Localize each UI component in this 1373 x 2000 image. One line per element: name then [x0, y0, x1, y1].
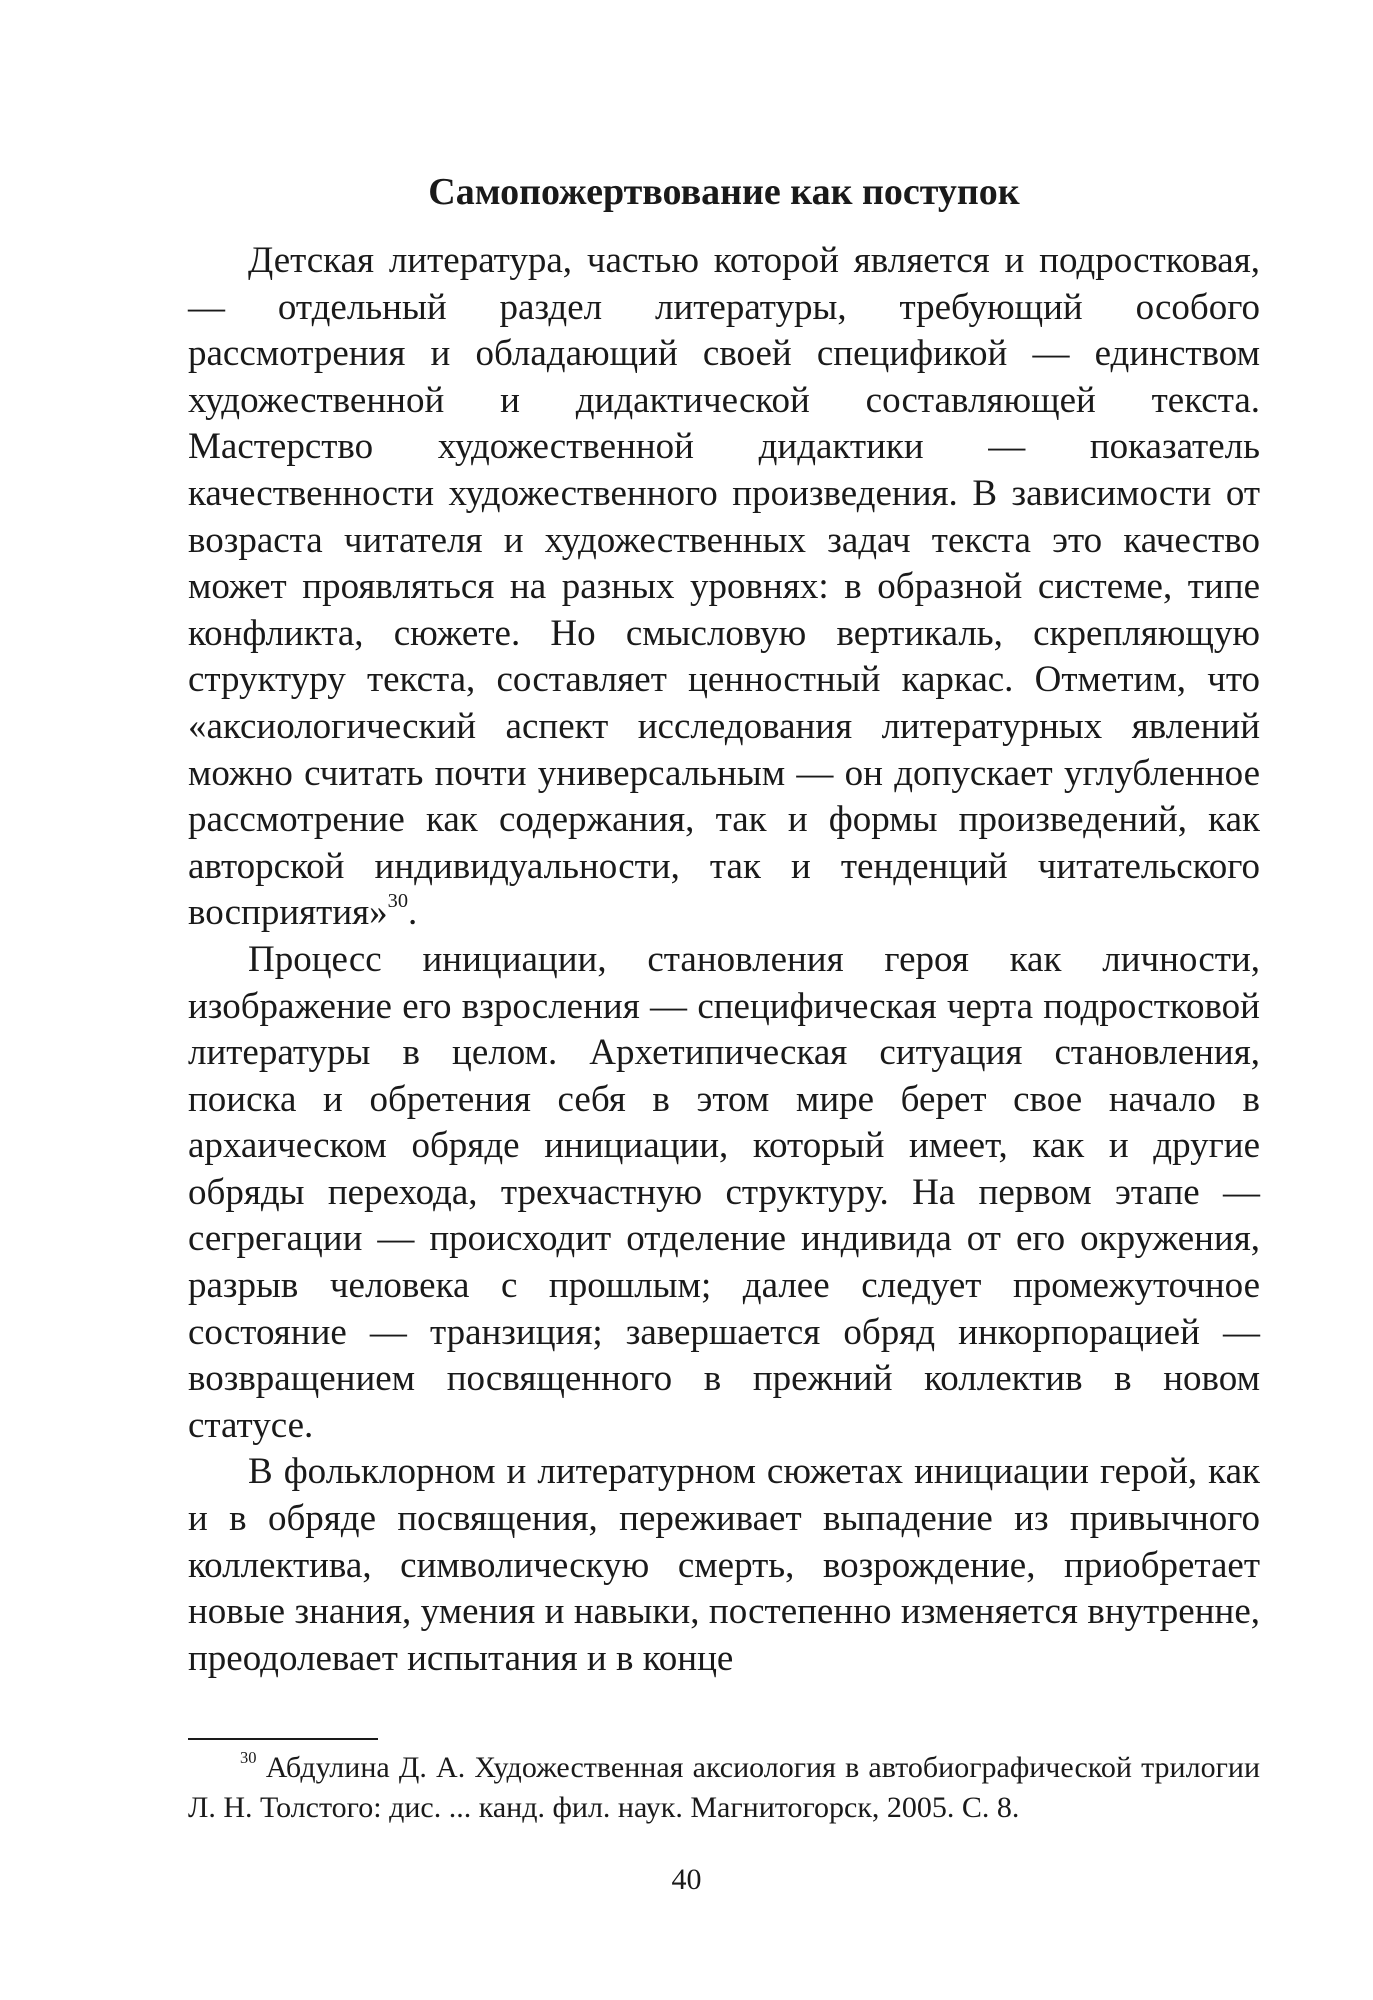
- footnote-ref: 30: [387, 889, 409, 912]
- footnote-text: Абдулина Д. А. Художественная аксиология в автобиографической трилогии Л. Н. Толстого: дис. ... канд. фил. наук. Магнитогорск, 2005. С. 8.: [188, 1751, 1260, 1824]
- footnote: [188, 1748, 1260, 1828]
- paragraph-2: Процесс инициации, становления героя как личности, изображение его взросления — специфическая черта подростковой литературы в целом. Архетипическая ситуация становления, поиска и обретения себя в этом мире берет свое начало в архаическом обряде инициации, который имеет, как и другие обряды перехода, трехчастную структуру. На первом этапе — сегрегации — происходит отделение индивида от его окружения, разрыв человека с прошлым; далее следует промежуточное состояние — транзиция; завершается обряд инкорпорацией — возвращением посвященного в прежний коллектив в новом статусе.: [188, 938, 1260, 1446]
- paragraph-1-end: .: [408, 892, 418, 934]
- paragraph-1: [188, 238, 1260, 937]
- page-number: 40: [671, 1863, 702, 1896]
- paragraph-3: В фольклорном и литературном сюжетах инициации герой, как и в обряде посвящения, переживает выпадение из привычного коллектива, символическую смерть, возрождение, приобретает новые знания, умения и навыки, постепенно изменяется внутренне, преодолевает испытания и в конце: [188, 1451, 1260, 1679]
- footnote-divider: [188, 1738, 378, 1740]
- section-heading: Самопожертвование как поступок: [428, 171, 1020, 213]
- footnote-number: 30: [240, 1747, 257, 1767]
- body-text: [188, 238, 1260, 1682]
- paragraph-1-text: Детская литература, частью которой является и подростковая, — отдельный раздел литературы, требующий особого рассмотрения и обладающий своей спецификой — единством художественной и дидактической составляющей текста. Мастерство художественной дидактики — показатель качественности художественного произведения. В зависимости от возраста читателя и художественных задач текста это качество может проявляться на разных уровнях: в образной системе, типе конфликта, сюжете. Но смысловую вертикаль, скрепляющую структуру текста, составляет ценностный каркас. Отметим, что «аксиологический аспект исследования литературных явлений можно считать почти универсальным — он допускает углубленное рассмотрение как содержания, так и формы произведений, как авторской индивидуальности, так и тенденций читательского восприятия»: [188, 240, 1260, 934]
